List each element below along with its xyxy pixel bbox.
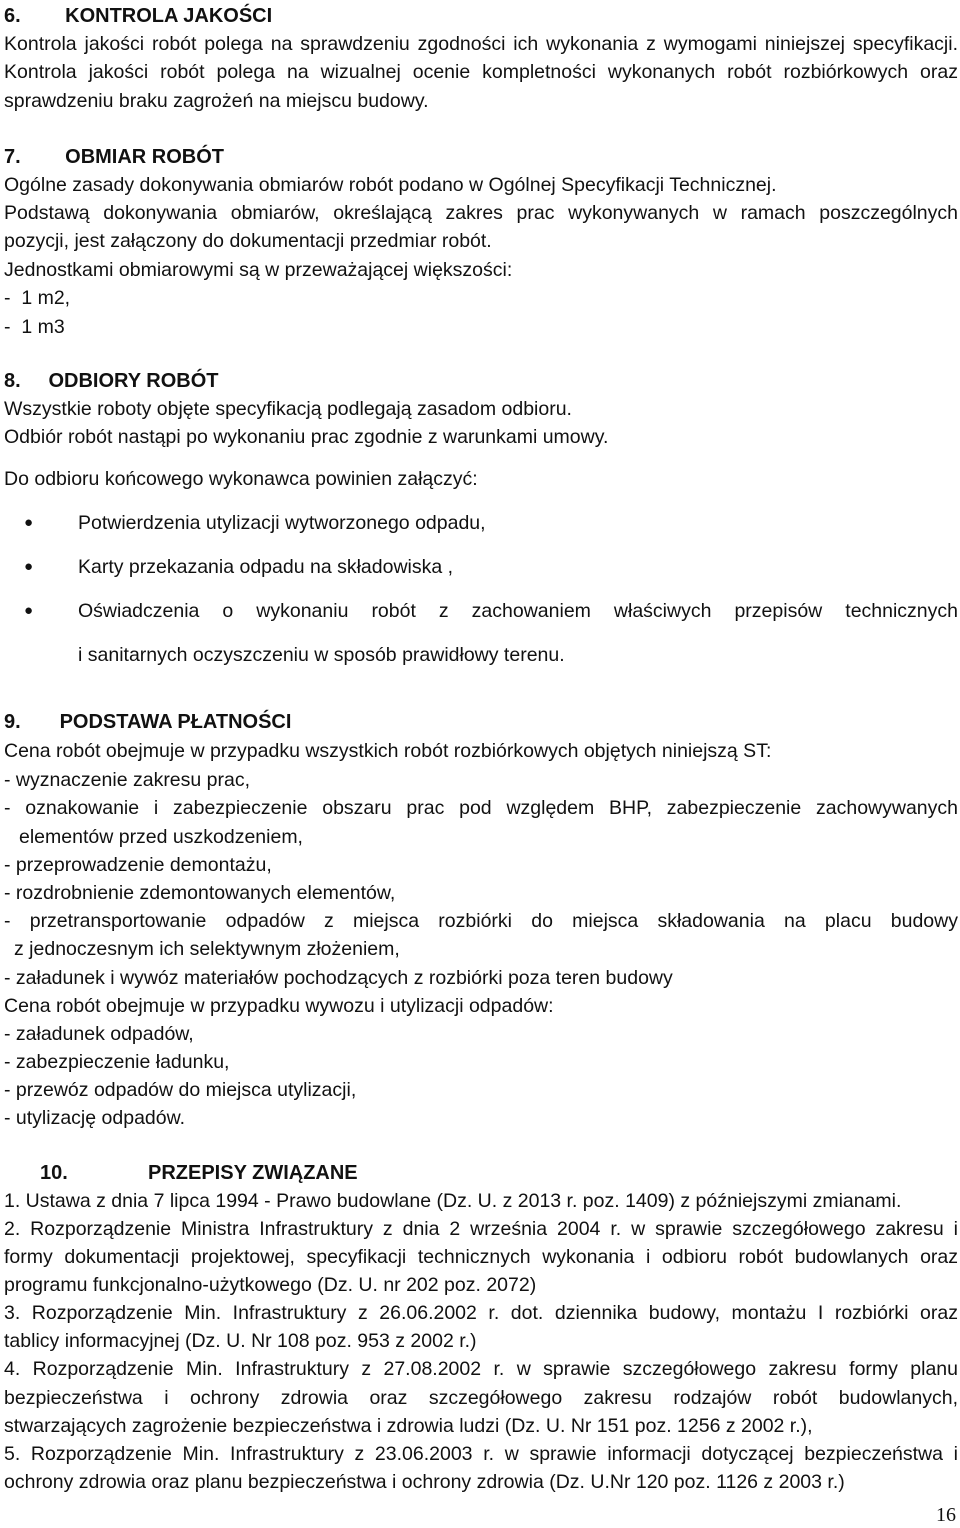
section-6-line-3: sprawdzeniu braku zagrożeń na miejscu budowy. [4, 90, 429, 112]
section-9-line-1: Cena robót obejmuje w przypadku wszystkich robót rozbiórkowych objętych niniejszą ST: [4, 740, 772, 762]
section-7-line-2: Podstawą dokonywania obmiarów, określającą zakres prac wykonywanych w ramach poszczególnych [4, 202, 958, 224]
bullet-icon: ● [24, 514, 34, 531]
section-9-line-13: - przewóz odpadów do miejsca utylizacji, [4, 1079, 357, 1101]
section-7-line-3: pozycji, jest załączony do dokumentacji przedmiar robót. [4, 230, 492, 252]
section-10-line-3: formy dokumentacji projektowej, specyfikacji technicznych wykonania i odbioru robót budowlanych oraz [4, 1246, 958, 1268]
section-7-line-1: Ogólne zasady dokonywania obmiarów robót podano w Ogólnej Specyfikacji Technicznej. [4, 174, 777, 196]
section-7-heading: 7. OBMIAR ROBÓT [4, 146, 225, 168]
section-9-line-14: - utylizację odpadów. [4, 1107, 186, 1129]
bullet-text: Oświadczenia o wykonaniu robót z zachowaniem właściwych przepisów technicznych [78, 600, 958, 622]
section-9-line-11: - załadunek odpadów, [4, 1023, 194, 1045]
section-9-line-9: - załadunek i wywóz materiałów pochodzących z rozbiórki poza teren budowy [4, 967, 673, 989]
section-8-line-3: Do odbioru końcowego wykonawca powinien załączyć: [4, 468, 478, 490]
section-7-line-6: - 1 m3 [4, 316, 65, 338]
page-number: 16 [936, 1504, 956, 1526]
section-9-line-6: - rozdrobnienie zdemontowanych elementów, [4, 882, 396, 904]
section-8-line-2: Odbiór robót nastąpi po wykonaniu prac zgodnie z warunkami umowy. [4, 426, 609, 448]
section-10-line-2: 2. Rozporządzenie Ministra Infrastruktury z dnia 2 września 2004 r. w sprawie szczegółowego zakresu i [4, 1218, 958, 1240]
bullet-text: Potwierdzenia utylizacji wytworzonego odpadu, [78, 512, 486, 534]
section-6-line-2: Kontrola jakości robót polega na wizualnej ocenie kompletności wykonanych robót rozbiórkowych oraz [4, 61, 958, 83]
section-6-heading: 6. KONTROLA JAKOŚCI [4, 5, 273, 27]
bullet-icon: ● [24, 602, 34, 619]
section-6-line-1: Kontrola jakości robót polega na sprawdzeniu zgodności ich wykonania z wymogami niniejszej specyfikacji. [4, 33, 958, 55]
section-8-line-1: Wszystkie roboty objęte specyfikacją podlegają zasadom odbioru. [4, 398, 572, 420]
section-10-line-4: programu funkcjonalno-użytkowego (Dz. U. nr 202 poz. 2072) [4, 1274, 537, 1296]
section-7-line-5: - 1 m2, [4, 287, 71, 309]
section-9-line-3: - oznakowanie i zabezpieczenie obszaru prac pod względem BHP, zabezpieczenie zachowywanych [4, 797, 958, 819]
section-10-line-11: ochrony zdrowia oraz planu bezpieczeństwa i ochrony zdrowia (Dz. U.Nr 120 poz. 1126 z 2003 r.) [4, 1471, 845, 1493]
section-10-line-10: 5. Rozporządzenie Min. Infrastruktury z 23.06.2003 r. w sprawie informacji dotyczącej bezpieczeństwa i [4, 1443, 958, 1465]
section-9-line-5: - przeprowadzenie demontażu, [4, 854, 272, 876]
section-10-line-5: 3. Rozporządzenie Min. Infrastruktury z 26.06.2002 r. dot. dziennika budowy, montażu I rozbiórki oraz [4, 1302, 958, 1324]
section-9-line-2: - wyznaczenie zakresu prac, [4, 769, 251, 791]
section-10-title: PRZEPISY ZWIĄZANE [148, 1162, 358, 1184]
section-10-number: 10. [40, 1162, 68, 1184]
section-10-line-9: stwarzających zagrożenie bezpieczeństwa i zdrowia ludzi (Dz. U. Nr 151 poz. 1256 z 2002 r.), [4, 1415, 813, 1437]
section-9-line-8: z jednoczesnym ich selektywnym złożeniem, [14, 938, 400, 960]
bullet-text-continuation: i sanitarnych oczyszczeniu w sposób prawidłowy terenu. [78, 644, 565, 666]
section-9-line-10: Cena robót obejmuje w przypadku wywozu i utylizacji odpadów: [4, 995, 554, 1017]
section-10-line-6: tablicy informacyjnej (Dz. U. Nr 108 poz. 953 z 2002 r.) [4, 1330, 477, 1352]
section-9-line-12: - zabezpieczenie ładunku, [4, 1051, 230, 1073]
bullet-text: Karty przekazania odpadu na składowiska , [78, 556, 454, 578]
section-8-heading: 8. ODBIORY ROBÓT [4, 370, 219, 392]
section-10-line-8: bezpieczeństwa i ochrony zdrowia oraz szczegółowego zakresu rodzajów robót budowlanych, [4, 1387, 958, 1409]
bullet-icon: ● [24, 558, 34, 575]
section-9-heading: 9. PODSTAWA PŁATNOŚCI [4, 711, 292, 733]
section-9-line-7: - przetransportowanie odpadów z miejsca rozbiórki do miejsca składowania na placu budowy [4, 910, 958, 932]
section-10-heading [4, 1159, 958, 1188]
section-9-line-4: elementów przed uszkodzeniem, [19, 826, 303, 848]
section-7-line-4: Jednostkami obmiarowymi są w przeważającej większości: [4, 259, 513, 281]
section-10-line-1: 1. Ustawa z dnia 7 lipca 1994 - Prawo budowlane (Dz. U. z 2013 r. poz. 1409) z późniejszymi zmianami. [4, 1190, 902, 1212]
section-10-line-7: 4. Rozporządzenie Min. Infrastruktury z 27.08.2002 r. w sprawie szczegółowego zakresu formy planu [4, 1358, 958, 1380]
